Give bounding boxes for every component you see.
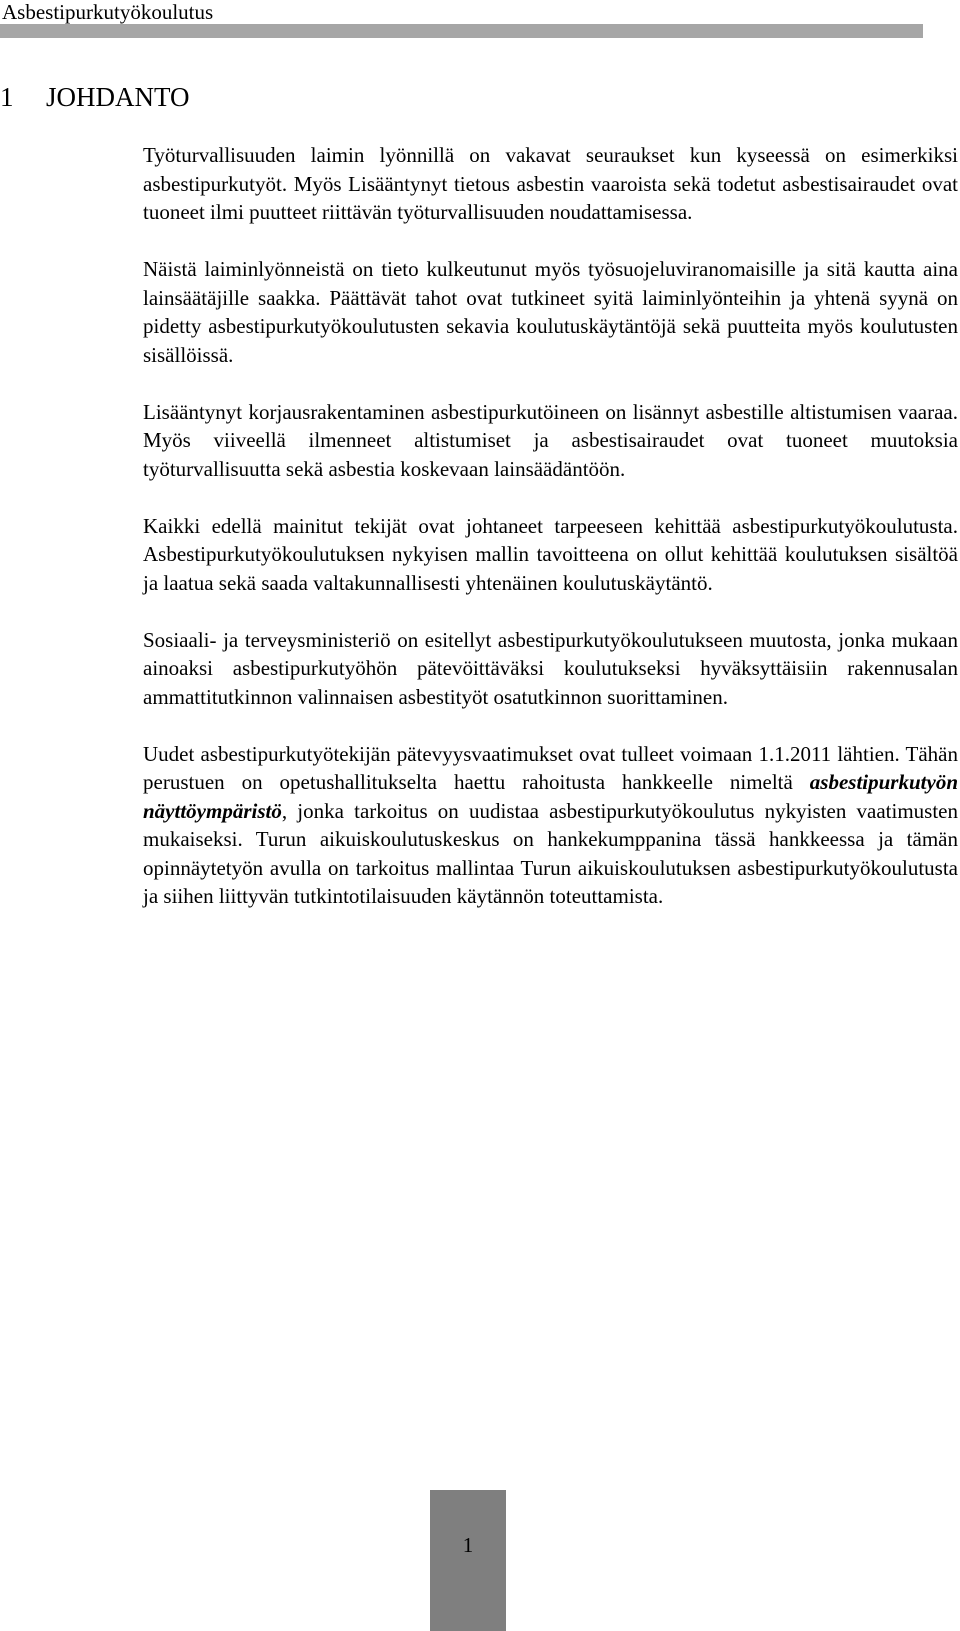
- page-number-box: [430, 1490, 506, 1631]
- paragraph: Sosiaali- ja terveysministeriö on esitellyt asbestipurkutyökoulutukseen muutosta, jonka mukaan ainoaksi asbestipurkutyöhön pätevöittäväksi koulutukseksi hyväksyttäisiin rakennusalan ammattitutkinnon valinnaisen asbestityöt osatutkinnon suorittaminen.: [143, 627, 958, 709]
- running-header: Asbestipurkutyökoulutus: [2, 0, 214, 24]
- chapter-number: 1: [0, 82, 14, 112]
- paragraph: Lisääntynyt korjausrakentaminen asbestipurkutöineen on lisännyt asbestille altistumisen vaaraa. Myös viiveellä ilmenneet altistumiset ja asbestisairaudet ovat tuoneet muutoksia työturvallisuutta sekä asbestia koskevaan lainsäädäntöön.: [143, 399, 958, 481]
- header-rule: [0, 24, 923, 38]
- paragraph-last: [143, 740, 958, 911]
- chapter-heading: [0, 80, 190, 114]
- paragraph: Työturvallisuuden laimin lyönnillä on vakavat seuraukset kun kyseessä on esimerkiksi asbestipurkutyöt. Myös Lisääntynyt tietous asbestin vaaroista sekä todetut asbestisairaudet ovat tuoneet ilmi puutteet riittävän työturvallisuuden noudattamisessa.: [143, 143, 958, 224]
- page-number: 1: [462, 1533, 474, 1557]
- paragraph-text: Uudet asbestipurkutyötekijän pätevyysvaatimukset ovat tulleet voimaan 1.1.2011 lähtien. Tähän perustuen on opetushallitukselta haettu rahoitusta hankkeelle nimeltä: [143, 741, 958, 794]
- project-name-emphasis: asbestipurkutyön näyttöympäristö: [143, 770, 958, 823]
- paragraph-text: , jonka tarkoitus on uudistaa asbestipurkutyökoulutus nykyisten vaatimusten mukaiseksi. Turun aikuiskoulutuskeskus on hankekumppanina tässä hankkeessa ja tämän opinnäytetyön avulla on tarkoitus mallintaa Turun aikuiskoulutuksen asbestipurkutyökoulutusta ja siihen liittyvän tutkintotilaisuuden käytännön toteuttamista.: [143, 798, 958, 908]
- paragraph: Näistä laiminlyönneistä on tieto kulkeutunut myös työsuojeluviranomaisille ja sitä kautta aina lainsäätäjille saakka. Päättävät tahot ovat tutkineet syitä laiminlyönteihin ja yhtenä syynä on pidetty asbestipurkutyökoulutusten sekavia koulutuskäytäntöjä sekä puutteita myös koulutusten sisällöissä.: [143, 257, 958, 367]
- paragraph: Kaikki edellä mainitut tekijät ovat johtaneet tarpeeseen kehittää asbestipurkutyökoulutusta. Asbestipurkutyökoulutuksen nykyisen mallin tavoitteena on ollut kehittää koulutuksen sisältöä ja laatua sekä saada valtakunnallisesti yhtenäinen koulutuskäytäntö.: [143, 513, 958, 595]
- body-text: [143, 141, 958, 939]
- chapter-title: JOHDANTO: [46, 82, 190, 112]
